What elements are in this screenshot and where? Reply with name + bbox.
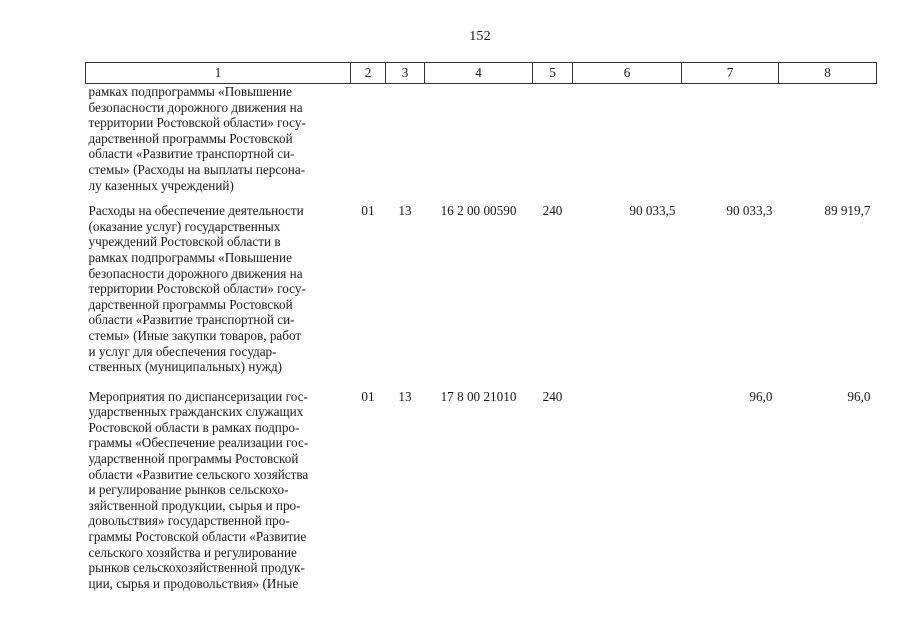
header-col-3: 3 (386, 63, 425, 84)
header-col-4: 4 (425, 63, 533, 84)
table-body (86, 84, 877, 606)
row-expense-type: 240 (542, 388, 563, 404)
row-value-col7 (682, 84, 779, 204)
row-value-col7: 96,0 (749, 388, 773, 404)
header-col-7: 7 (682, 63, 779, 84)
table-header (86, 63, 877, 84)
header-col-8: 8 (779, 63, 877, 84)
row-section: 01 (361, 203, 375, 219)
row-expense-type: 240 (542, 203, 563, 219)
row-value-col6: 90 033,5 (629, 203, 676, 219)
row-subsection: 13 (398, 203, 412, 219)
row-description: рамках подпрограммы «Повышение безопасности дорожного движения на территории Ростовской области» госу- дарственной программы Ростовской области «Развитие транспортной си- стемы» (Расходы на выплаты персона- лу казенных учреждений) (88, 84, 306, 193)
row-section: 01 (361, 388, 375, 404)
row-value-col6 (573, 84, 682, 204)
row-subsection (386, 84, 425, 204)
page-number: 152 (469, 29, 491, 44)
row-target-article (425, 84, 533, 204)
header-row (86, 63, 877, 84)
table-row (86, 203, 877, 389)
header-col-5: 5 (533, 63, 573, 84)
row-description: Мероприятия по диспансеризации гос- ударственных гражданских служащих Ростовской области в рамках подпро- граммы «Обеспечение реализации гос- ударственной программы Ростовской области «Развитие сельского хозяйства и регулирование рынков сельскохо- зяйственной продукции, сырья и про- довольствия» государственной про- граммы Ростовской области «Развитие сельского хозяйства и регулирование рынков сельскохозяйственной продук- ции, сырья и продовольствия» (Иные (88, 388, 309, 591)
table-row (86, 389, 877, 606)
row-target-article: 16 2 00 00590 (440, 203, 517, 219)
row-value-col6 (573, 389, 682, 606)
row-target-article: 17 8 00 21010 (440, 388, 517, 404)
row-value-col7: 90 033,3 (726, 203, 773, 219)
header-col-1: 1 (86, 63, 351, 84)
row-value-col8 (779, 84, 877, 204)
row-section (351, 84, 386, 204)
budget-table (85, 62, 877, 605)
table-row (86, 84, 877, 204)
row-value-col8: 96,0 (847, 388, 871, 404)
row-value-col8: 89 919,7 (824, 203, 871, 219)
row-description: Расходы на обеспечение деятельности (оказание услуг) государственных учреждений Ростовской области в рамках подпрограммы «Повышение безопасности дорожного движения на территории Ростовской области» госу- дарственной программы Ростовской области «Развитие транспортной си- стемы» (Иные закупки товаров, работ и услуг для обеспечения государ- ственных (муниципальных) нужд) (88, 203, 306, 375)
header-col-6: 6 (573, 63, 682, 84)
row-expense-type (533, 84, 573, 204)
header-col-2: 2 (351, 63, 386, 84)
row-subsection: 13 (398, 388, 412, 404)
